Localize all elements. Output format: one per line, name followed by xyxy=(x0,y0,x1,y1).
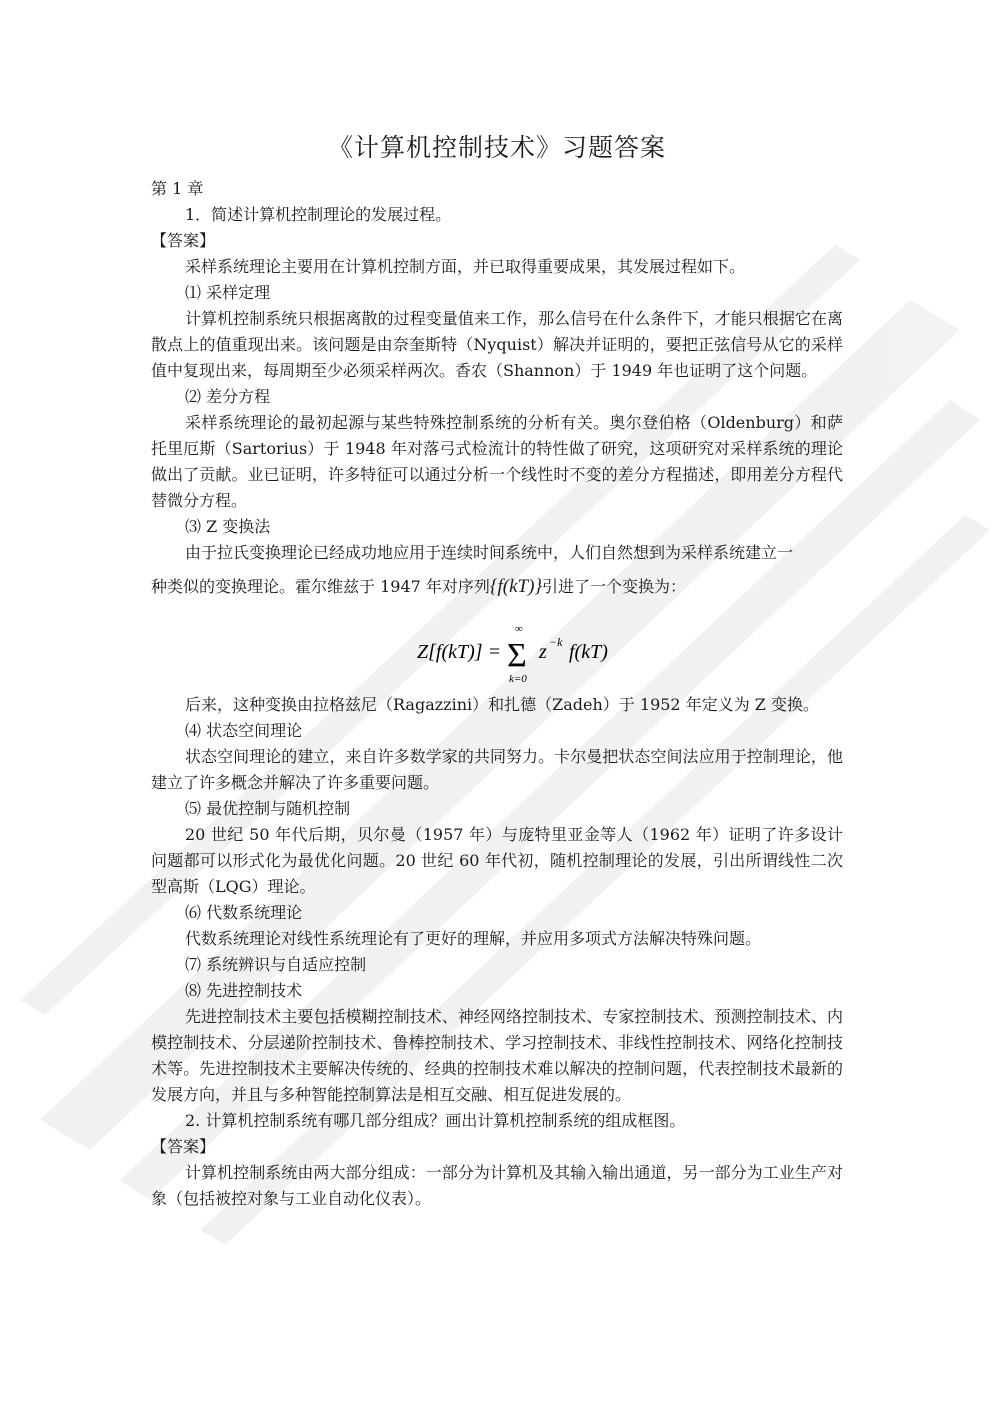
section-3-text-b: 引进了一个变换为： xyxy=(542,577,687,596)
formula-rhs: f(kT) xyxy=(569,641,608,663)
formula-z: z xyxy=(539,641,547,663)
document-title: 《计算机控制技术》习题答案 xyxy=(327,133,666,162)
formula-lhs: Z[f(kT)] = xyxy=(417,641,502,663)
answer-2-body: 计算机控制系统由两大部分组成：一部分为计算机及其输入输出通道，另一部分为工业生产对象（包括被控对象与工业自动化仪表）。 xyxy=(151,1163,843,1208)
section-5-body: 20 世纪 50 年代后期，贝尔曼（1957 年）与庞特里亚金等人（1962 年）证明了许多设计问题都可以形式化为最优化问题。20 世纪 60 年代初，随机控制理论的发展，引出所谓线性二次型高斯（LQG）理论。 xyxy=(151,825,843,896)
section-3-after: 后来，这种变换由拉格兹尼（Ragazzini）和扎德（Zadeh）于 1952 年定义为 Z 变换。 xyxy=(185,695,819,714)
chapter-heading: 第 1 章 xyxy=(151,179,204,198)
formula-sum-bottom: k=0 xyxy=(509,673,527,685)
section-4-title: ⑷ 状态空间理论 xyxy=(185,721,303,740)
section-6-title: ⑹ 代数系统理论 xyxy=(185,903,303,922)
sequence-expression: {f(kT)} xyxy=(489,576,543,597)
section-3-text-a: 种类似的变换理论。霍尔维兹于 1947 年对序列 xyxy=(151,577,490,596)
section-4-body: 状态空间理论的建立，来自许多数学家的共同努力。卡尔曼把状态空间法应用于控制理论，他建立了许多概念并解决了许多重要问题。 xyxy=(151,747,843,792)
formula-exponent: −k xyxy=(549,635,563,649)
sigma-symbol: Σ xyxy=(507,637,527,674)
section-5-title: ⑸ 最优控制与随机控制 xyxy=(185,799,351,818)
answer-1-intro: 采样系统理论主要用在计算机控制方面，并已取得重要成果，其发展过程如下。 xyxy=(185,257,746,276)
section-3-title: ⑶ Z 变换法 xyxy=(185,517,271,536)
section-8-body: 先进控制技术主要包括模糊控制技术、神经网络控制技术、专家控制技术、预测控制技术、内模控制技术、分层递阶控制技术、鲁棒控制技术、学习控制技术、非线性控制技术、网络化控制技术等。先进控制技术主要解决传统的、经典的控制技术难以解决的控制问题，代表控制技术最新的发展方向，并且与多种智能控制算法是相互交融、相互促进发展的。 xyxy=(151,1007,843,1104)
section-1-body: 计算机控制系统只根据离散的过程变量值来工作，那么信号在什么条件下，才能只根据它在离散点上的值重现出来。该问题是由奈奎斯特（Nyquist）解决并证明的，要把正弦信号从它的采样值中复现出来，每周期至少必须采样两次。香农（Shannon）于 1949 年也证明了这个问题。 xyxy=(151,309,843,380)
answer-label-1: 【答案】 xyxy=(151,231,216,250)
section-1-title: ⑴ 采样定理 xyxy=(185,283,271,302)
section-8-title: ⑻ 先进控制技术 xyxy=(185,981,303,1000)
question-1: 1．简述计算机控制理论的发展过程。 xyxy=(185,205,452,224)
formula-sum-top: ∞ xyxy=(515,623,523,635)
answer-label-2: 【答案】 xyxy=(151,1137,216,1156)
section-2-body: 采样系统理论的最初起源与某些特殊控制系统的分析有关。奥尔登伯格（Oldenburg）和萨托里厄斯（Sartorius）于 1948 年对落弓式检流计的特性做了研究，这项研究对采样系统的理论做出了贡献。业已证明，许多特征可以通过分析一个线性时不变的差分方程描述，即用差分方程代替微分方程。 xyxy=(151,413,843,510)
z-transform-formula xyxy=(151,620,843,684)
section-6-body: 代数系统理论对线性系统理论有了更好的理解，并应用多项式方法解决特殊问题。 xyxy=(185,929,762,948)
section-3-body-line2 xyxy=(151,574,843,600)
question-2: 2. 计算机控制系统有哪几部分组成？画出计算机控制系统的组成框图。 xyxy=(185,1111,686,1130)
section-7-title: ⑺ 系统辨识与自适应控制 xyxy=(185,955,367,974)
document-page xyxy=(151,128,843,1212)
section-2-title: ⑵ 差分方程 xyxy=(185,387,271,406)
section-3-body-line1: 由于拉氏变换理论已经成功地应用于连续时间系统中，人们自然想到为采样系统建立一 xyxy=(185,543,794,562)
